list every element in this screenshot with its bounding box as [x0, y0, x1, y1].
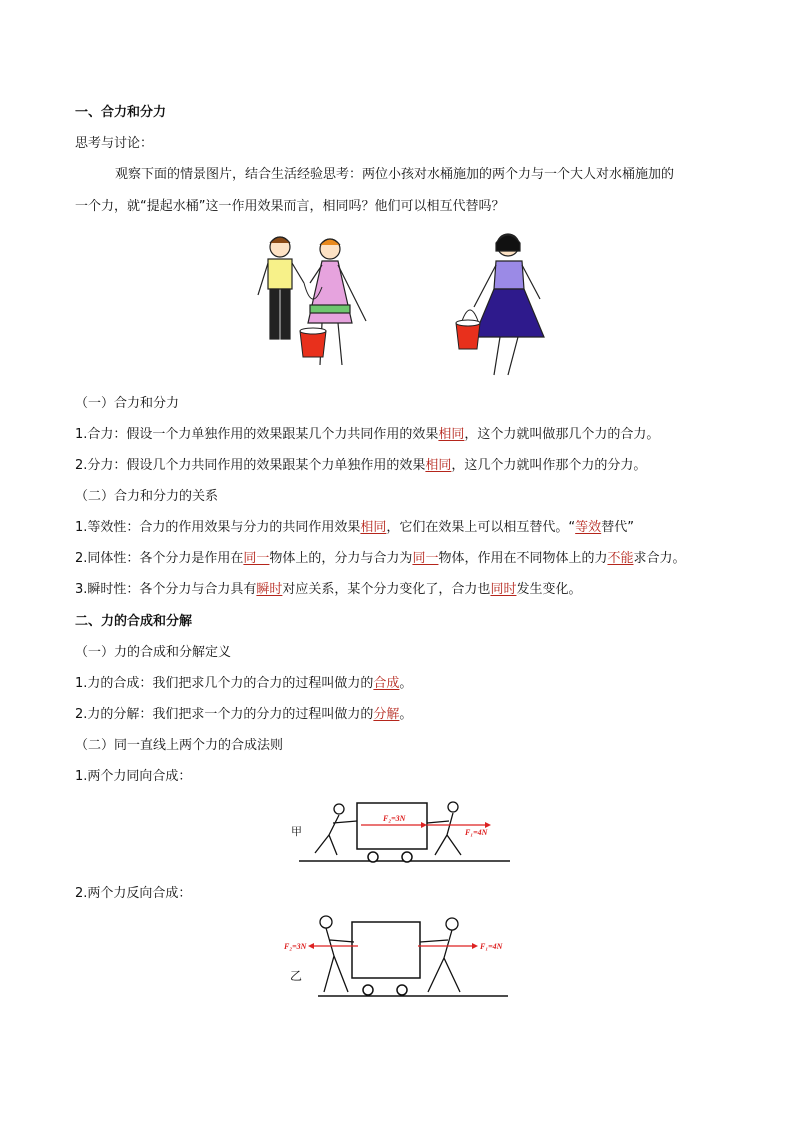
cart-box	[352, 922, 420, 978]
item-tongtixing: 2.同体性：各个分力是作用在同一物体上的，分力与合力为同一物体，作用在不同物体上的力不能求合力。	[75, 551, 686, 566]
item-fanxiang: 2.两个力反向合成：	[75, 886, 192, 901]
kids-and-woman-bucket-illustration	[238, 225, 558, 385]
section2-title: 二、力的合成和分解	[75, 614, 193, 629]
same-direction-force-figure	[285, 795, 515, 870]
woman-figure	[474, 234, 544, 375]
question-line1: 观察下面的情景图片，结合生活经验思考：两位小孩对水桶施加的两个力与一个大人对水桶施加的	[115, 167, 675, 182]
pusher-figure	[315, 804, 357, 855]
item-shunshixing: 3.瞬时性：各个分力与合力具有瞬时对应关系，某个分力变化了，合力也同时发生变化。	[75, 582, 582, 597]
opposite-direction-force-figure	[278, 910, 528, 1002]
puller-figure	[427, 802, 461, 855]
item-fenli: 2.分力：假设几个力共同作用的效果跟某个力单独作用的效果相同，这几个力就叫作那个力的分力。	[75, 458, 647, 473]
item-heli: 1.合力：假设一个力单独作用的效果跟某几个力共同作用的效果相同，这个力就叫做那几个力的合力。	[75, 427, 660, 442]
force-label-f2: F₂=3N	[284, 942, 307, 951]
cart-box	[357, 803, 427, 849]
woman-bucket	[456, 310, 480, 349]
boy-figure	[258, 237, 304, 339]
right-puller-figure	[420, 918, 460, 992]
force-label-f1: F₁=4N	[465, 828, 488, 837]
item-fenjie: 2.力的分解：我们把求一个力的分力的过程叫做力的分解。	[75, 707, 413, 722]
answer-text: 相同	[425, 458, 452, 473]
left-puller-figure	[320, 916, 354, 992]
item-hecheng: 1.力的合成：我们把求几个力的合力的过程叫做力的合成。	[75, 676, 413, 691]
figure-label: 甲	[291, 825, 302, 838]
sub1-title: （一）合力和分力	[75, 396, 180, 411]
item-dengxiaoxing: 1.等效性：合力的作用效果与分力的共同作用效果相同，它们在效果上可以相互替代。“等效替代”	[75, 520, 634, 535]
question-line2: 一个力，就“提起水桶”这一作用效果而言，相同吗？他们可以相互代替吗？	[75, 199, 505, 214]
sub4-title: （二）同一直线上两个力的合成法则	[75, 738, 284, 753]
sub3-title: （一）力的合成和分解定义	[75, 645, 232, 660]
sub2-title: （二）合力和分力的关系	[75, 489, 219, 504]
force-label-f1: F₁=4N	[480, 942, 503, 951]
force-label-f2: F₂=3N	[383, 814, 406, 823]
answer-text: 相同	[438, 427, 465, 442]
section1-title: 一、合力和分力	[75, 105, 167, 120]
item-tongxiang: 1.两个力同向合成：	[75, 769, 192, 784]
discuss-label: 思考与讨论：	[75, 136, 154, 151]
figure-label: 乙	[290, 969, 303, 983]
